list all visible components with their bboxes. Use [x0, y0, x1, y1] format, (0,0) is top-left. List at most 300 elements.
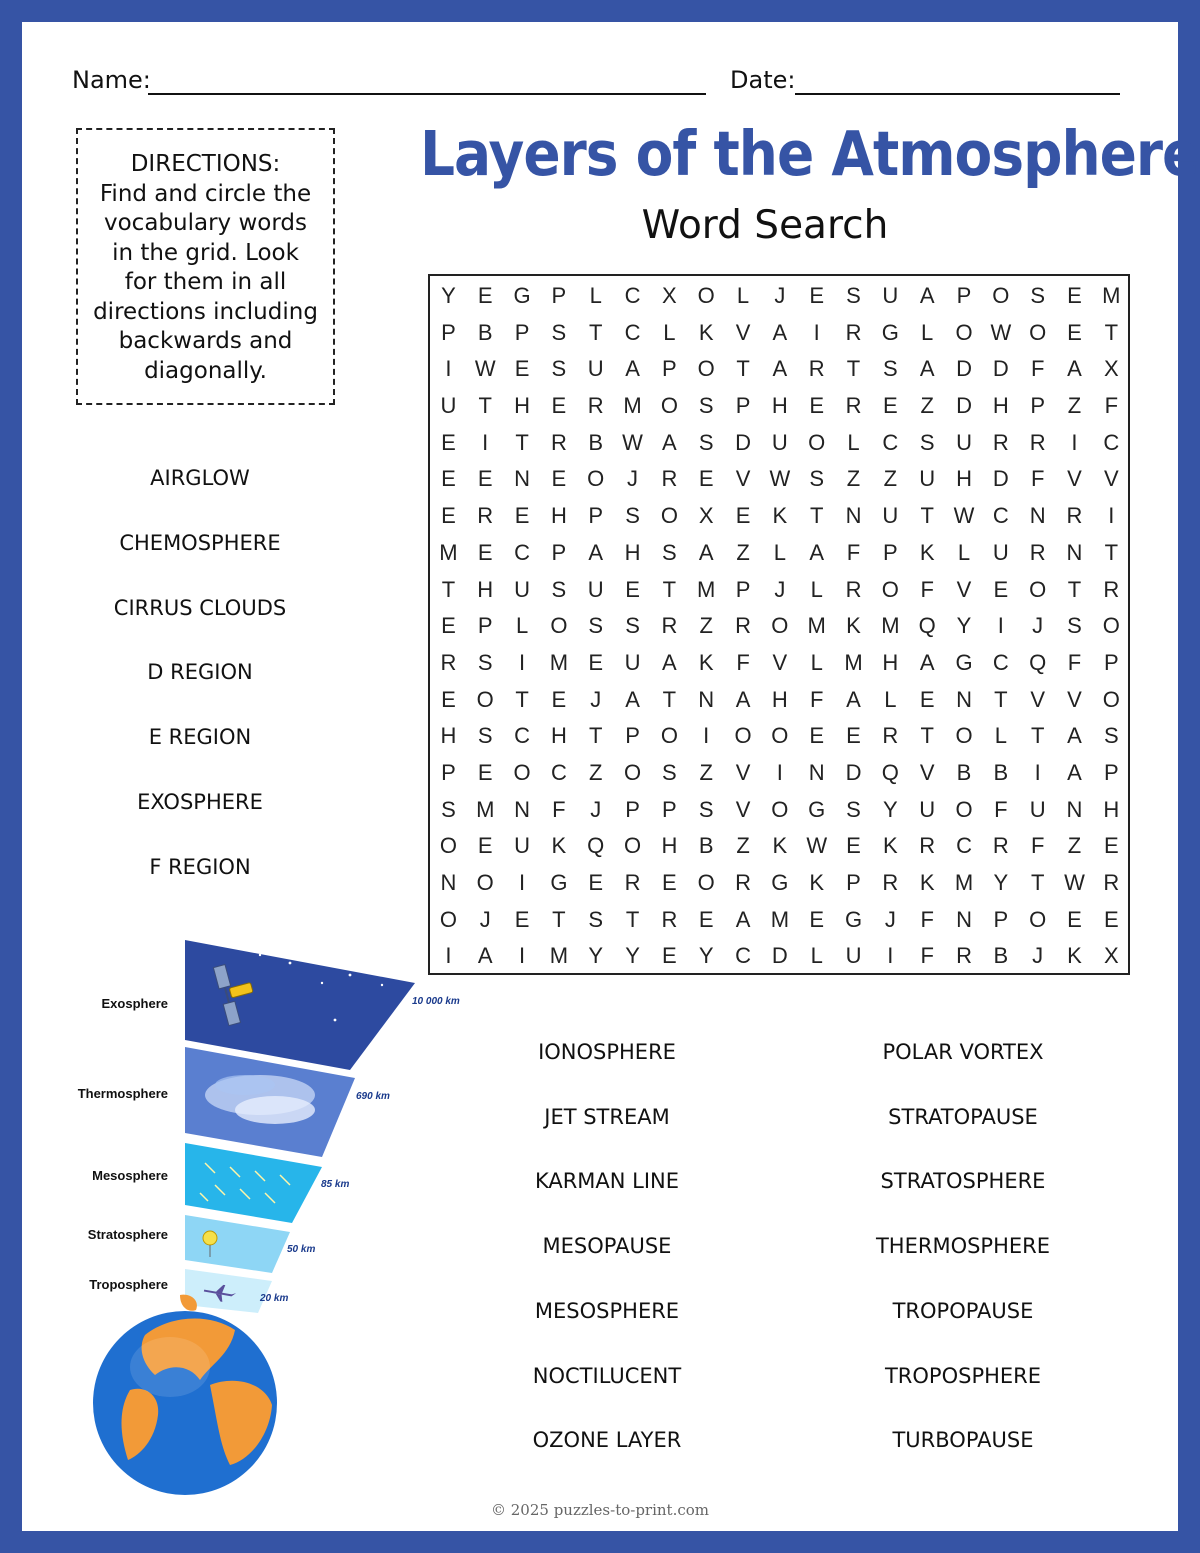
grid-letter[interactable]: U — [624, 649, 641, 675]
grid-letter[interactable]: E — [662, 943, 677, 969]
grid-letter[interactable]: M — [881, 613, 900, 639]
grid-letter[interactable]: G — [881, 319, 899, 345]
grid-letter[interactable]: P — [956, 283, 972, 308]
grid-letter[interactable]: F — [920, 576, 934, 602]
grid-letter[interactable]: A — [846, 686, 861, 712]
grid-letter[interactable]: X — [662, 283, 677, 308]
grid-letter[interactable]: U — [1029, 796, 1046, 822]
grid-letter[interactable]: V — [1067, 686, 1082, 712]
grid-letter[interactable]: W — [953, 503, 975, 529]
grid-letter[interactable]: S — [625, 613, 640, 639]
grid-letter[interactable]: P — [551, 283, 567, 308]
grid-letter[interactable]: N — [1066, 539, 1083, 565]
grid-letter[interactable]: T — [1104, 319, 1119, 345]
grid-letter[interactable]: R — [661, 613, 678, 639]
grid-letter[interactable]: O — [771, 796, 789, 822]
grid-letter[interactable]: M — [476, 796, 495, 822]
grid-letter[interactable]: V — [1103, 466, 1119, 492]
grid-letter[interactable]: E — [477, 759, 493, 785]
grid-letter[interactable]: A — [625, 356, 640, 382]
grid-letter[interactable]: O — [955, 723, 973, 749]
grid-letter[interactable]: E — [441, 686, 456, 712]
grid-letter[interactable]: K — [883, 833, 898, 859]
grid-letter[interactable]: R — [992, 833, 1009, 859]
grid-letter[interactable]: E — [514, 906, 530, 932]
grid-letter[interactable]: N — [514, 796, 531, 822]
grid-letter[interactable]: J — [884, 906, 896, 932]
grid-letter[interactable]: L — [515, 613, 529, 639]
grid-letter[interactable]: Z — [589, 759, 603, 785]
grid-letter[interactable]: J — [774, 283, 786, 308]
grid-letter[interactable]: A — [919, 283, 935, 308]
grid-letter[interactable]: I — [1034, 759, 1041, 785]
grid-letter[interactable]: O — [771, 723, 789, 749]
grid-letter[interactable]: A — [588, 539, 604, 565]
grid-letter[interactable]: M — [954, 870, 974, 895]
grid-letter[interactable]: S — [698, 429, 714, 455]
grid-letter[interactable]: P — [1103, 759, 1119, 785]
grid-letter[interactable]: L — [736, 283, 750, 308]
grid-letter[interactable]: J — [590, 796, 602, 822]
grid-letter[interactable]: P — [1030, 393, 1045, 419]
grid-letter[interactable]: V — [735, 466, 751, 492]
grid-letter[interactable]: H — [882, 649, 899, 675]
grid-letter[interactable]: E — [625, 576, 640, 602]
grid-letter[interactable]: Z — [1067, 833, 1082, 859]
grid-letter[interactable]: I — [703, 723, 710, 749]
grid-letter[interactable]: I — [445, 943, 452, 969]
grid-letter[interactable]: C — [735, 943, 751, 969]
grid-letter[interactable]: C — [956, 833, 972, 859]
grid-letter[interactable]: Y — [993, 870, 1009, 895]
grid-letter[interactable]: E — [809, 283, 825, 308]
grid-letter[interactable]: U — [882, 283, 899, 308]
grid-letter[interactable]: V — [919, 759, 935, 785]
grid-letter[interactable]: H — [956, 466, 972, 492]
grid-letter[interactable]: V — [735, 759, 751, 785]
grid-letter[interactable]: K — [1067, 943, 1082, 969]
grid-letter[interactable]: R — [992, 429, 1009, 455]
grid-letter[interactable]: O — [1102, 686, 1120, 712]
grid-letter[interactable]: R — [1029, 429, 1046, 455]
grid-letter[interactable]: F — [1030, 356, 1045, 382]
grid-letter[interactable]: O — [513, 759, 531, 785]
grid-letter[interactable]: C — [514, 539, 531, 565]
grid-letter[interactable]: O — [439, 906, 457, 932]
grid-letter[interactable]: O — [697, 283, 715, 308]
grid-letter[interactable]: A — [772, 319, 788, 345]
grid-letter[interactable]: D — [845, 759, 862, 785]
grid-letter[interactable]: Y — [883, 796, 898, 822]
grid-letter[interactable]: P — [662, 356, 677, 382]
grid-letter[interactable]: R — [956, 943, 972, 969]
grid-letter[interactable]: T — [589, 319, 603, 345]
grid-letter[interactable]: O — [697, 870, 715, 895]
grid-letter[interactable]: J — [1032, 943, 1044, 969]
grid-letter[interactable]: L — [810, 943, 823, 969]
grid-letter[interactable]: O — [771, 613, 789, 639]
grid-letter[interactable]: U — [845, 943, 862, 969]
grid-letter[interactable]: T — [809, 503, 824, 529]
grid-letter[interactable]: O — [623, 759, 642, 785]
grid-letter[interactable]: S — [809, 466, 825, 492]
grid-letter[interactable]: S — [883, 356, 898, 382]
grid-letter[interactable]: E — [809, 906, 825, 932]
grid-letter[interactable]: R — [882, 870, 899, 895]
word-search-grid[interactable] — [430, 278, 1130, 975]
grid-letter[interactable]: E — [698, 906, 714, 932]
grid-letter[interactable]: K — [846, 613, 861, 639]
grid-letter[interactable]: T — [589, 723, 603, 749]
grid-letter[interactable]: A — [919, 356, 935, 382]
grid-letter[interactable]: J — [1032, 613, 1044, 639]
grid-letter[interactable]: D — [992, 356, 1009, 382]
grid-letter[interactable]: E — [551, 686, 567, 712]
grid-letter[interactable]: A — [919, 649, 935, 675]
grid-letter[interactable]: S — [1030, 283, 1045, 308]
grid-letter[interactable]: Q — [1029, 649, 1047, 675]
grid-letter[interactable]: Z — [883, 466, 898, 492]
grid-letter[interactable]: T — [441, 576, 456, 602]
grid-letter[interactable]: T — [846, 356, 861, 382]
grid-letter[interactable]: J — [774, 576, 786, 602]
grid-letter[interactable]: E — [441, 429, 456, 455]
grid-letter[interactable]: P — [625, 796, 640, 822]
grid-letter[interactable]: X — [1103, 943, 1119, 969]
grid-letter[interactable]: X — [698, 503, 714, 529]
grid-letter[interactable]: V — [956, 576, 972, 602]
grid-letter[interactable]: E — [698, 466, 714, 492]
grid-letter[interactable]: T — [1104, 539, 1119, 565]
grid-letter[interactable]: J — [627, 466, 639, 492]
grid-letter[interactable]: E — [514, 356, 530, 382]
grid-letter[interactable]: Z — [846, 466, 861, 492]
grid-letter[interactable]: H — [992, 393, 1009, 419]
grid-letter[interactable]: T — [920, 723, 934, 749]
grid-letter[interactable]: E — [477, 466, 493, 492]
grid-letter[interactable]: W — [474, 356, 496, 382]
grid-letter[interactable]: D — [735, 429, 751, 455]
grid-letter[interactable]: W — [1064, 870, 1085, 895]
grid-letter[interactable]: P — [662, 796, 677, 822]
grid-letter[interactable]: H — [771, 393, 788, 419]
grid-letter[interactable]: Z — [699, 759, 713, 785]
grid-letter[interactable]: C — [1103, 429, 1120, 455]
grid-letter[interactable]: Z — [736, 539, 750, 565]
grid-letter[interactable]: P — [993, 906, 1009, 932]
grid-letter[interactable]: A — [625, 686, 640, 712]
grid-letter[interactable]: I — [813, 319, 820, 345]
grid-letter[interactable]: O — [550, 613, 568, 639]
grid-letter[interactable]: T — [1067, 576, 1082, 602]
grid-letter[interactable]: B — [956, 759, 972, 785]
grid-letter[interactable]: O — [1102, 613, 1120, 639]
grid-letter[interactable]: P — [477, 613, 493, 639]
grid-letter[interactable]: L — [810, 576, 823, 602]
grid-letter[interactable]: Z — [920, 393, 934, 419]
grid-letter[interactable]: F — [809, 686, 824, 712]
grid-letter[interactable]: A — [1067, 759, 1082, 785]
grid-letter[interactable]: P — [625, 723, 640, 749]
grid-letter[interactable]: R — [1103, 870, 1120, 895]
grid-letter[interactable]: P — [441, 759, 456, 785]
grid-letter[interactable]: Y — [625, 943, 640, 969]
grid-letter[interactable]: S — [588, 613, 604, 639]
grid-letter[interactable]: E — [551, 466, 567, 492]
grid-letter[interactable]: E — [1103, 833, 1119, 859]
grid-letter[interactable]: V — [1030, 686, 1045, 712]
grid-letter[interactable]: E — [477, 283, 493, 308]
grid-letter[interactable]: E — [441, 503, 456, 529]
grid-letter[interactable]: W — [806, 833, 828, 859]
grid-letter[interactable]: E — [883, 393, 898, 419]
grid-letter[interactable]: V — [735, 796, 751, 822]
grid-letter[interactable]: E — [441, 466, 456, 492]
grid-letter[interactable]: B — [477, 319, 493, 345]
date-line[interactable] — [795, 93, 1120, 95]
grid-letter[interactable]: C — [992, 649, 1009, 675]
grid-letter[interactable]: I — [519, 943, 526, 969]
grid-letter[interactable]: S — [1067, 613, 1082, 639]
grid-letter[interactable]: E — [846, 723, 861, 749]
grid-letter[interactable]: O — [623, 833, 642, 859]
grid-letter[interactable]: T — [552, 906, 566, 932]
grid-letter[interactable]: Q — [587, 833, 605, 859]
grid-letter[interactable]: U — [919, 466, 936, 492]
grid-letter[interactable]: L — [773, 539, 786, 565]
grid-letter[interactable]: V — [735, 319, 751, 345]
grid-letter[interactable]: U — [440, 393, 457, 419]
grid-letter[interactable]: F — [552, 796, 566, 822]
grid-letter[interactable]: I — [1071, 429, 1078, 455]
grid-letter[interactable]: R — [882, 723, 899, 749]
grid-letter[interactable]: N — [845, 503, 862, 529]
grid-letter[interactable]: C — [624, 283, 641, 308]
grid-letter[interactable]: M — [439, 539, 458, 565]
grid-letter[interactable]: L — [847, 429, 860, 455]
grid-letter[interactable]: A — [662, 649, 677, 675]
grid-letter[interactable]: T — [515, 429, 529, 455]
grid-letter[interactable]: A — [735, 686, 751, 712]
grid-letter[interactable]: E — [846, 833, 861, 859]
grid-letter[interactable]: Y — [441, 283, 456, 308]
grid-letter[interactable]: S — [477, 723, 493, 749]
grid-letter[interactable]: L — [994, 723, 1007, 749]
grid-letter[interactable]: O — [476, 870, 494, 895]
grid-letter[interactable]: T — [1030, 870, 1045, 895]
grid-letter[interactable]: E — [477, 833, 493, 859]
grid-letter[interactable]: H — [624, 539, 641, 565]
grid-letter[interactable]: T — [625, 906, 640, 932]
grid-letter[interactable]: H — [661, 833, 678, 859]
grid-letter[interactable]: X — [1103, 356, 1119, 382]
grid-letter[interactable]: E — [1067, 283, 1082, 308]
grid-letter[interactable]: U — [587, 576, 604, 602]
grid-letter[interactable]: T — [920, 503, 934, 529]
grid-letter[interactable]: H — [514, 393, 531, 419]
grid-letter[interactable]: A — [1067, 356, 1082, 382]
grid-letter[interactable]: A — [809, 539, 825, 565]
grid-letter[interactable]: J — [479, 906, 491, 932]
grid-letter[interactable]: K — [809, 870, 825, 895]
grid-letter[interactable]: Y — [956, 613, 972, 639]
grid-letter[interactable]: V — [1067, 466, 1082, 492]
grid-letter[interactable]: L — [884, 686, 897, 712]
grid-letter[interactable]: I — [776, 759, 783, 785]
grid-letter[interactable]: F — [1030, 833, 1045, 859]
grid-letter[interactable]: U — [587, 356, 604, 382]
grid-letter[interactable]: S — [662, 759, 677, 785]
grid-letter[interactable]: G — [771, 870, 789, 895]
grid-letter[interactable]: F — [736, 649, 750, 675]
grid-letter[interactable]: K — [772, 503, 788, 529]
grid-letter[interactable]: K — [919, 870, 935, 895]
grid-letter[interactable]: I — [519, 870, 526, 895]
grid-letter[interactable]: A — [772, 356, 788, 382]
grid-letter[interactable]: I — [997, 613, 1004, 639]
grid-letter[interactable]: S — [846, 796, 861, 822]
grid-letter[interactable]: B — [698, 833, 714, 859]
grid-letter[interactable]: N — [1029, 503, 1046, 529]
grid-letter[interactable]: R — [661, 906, 678, 932]
grid-letter[interactable]: R — [1066, 503, 1083, 529]
grid-letter[interactable]: F — [920, 943, 934, 969]
grid-letter[interactable]: Y — [698, 943, 714, 969]
grid-letter[interactable]: U — [514, 576, 531, 602]
grid-letter[interactable]: R — [587, 393, 604, 419]
grid-letter[interactable]: B — [993, 943, 1009, 969]
grid-letter[interactable]: K — [698, 649, 714, 675]
grid-letter[interactable]: Z — [699, 613, 713, 639]
grid-letter[interactable]: F — [920, 906, 934, 932]
grid-letter[interactable]: T — [736, 356, 750, 382]
grid-letter[interactable]: R — [440, 649, 457, 675]
grid-letter[interactable]: F — [1030, 466, 1045, 492]
grid-letter[interactable]: Z — [1067, 393, 1082, 419]
grid-letter[interactable]: F — [1067, 649, 1082, 675]
grid-letter[interactable]: O — [660, 723, 678, 749]
grid-letter[interactable]: S — [698, 796, 714, 822]
grid-letter[interactable]: O — [734, 723, 752, 749]
grid-letter[interactable]: R — [735, 613, 751, 639]
grid-letter[interactable]: O — [808, 429, 826, 455]
grid-letter[interactable]: I — [482, 429, 489, 455]
grid-letter[interactable]: G — [550, 870, 568, 895]
grid-letter[interactable]: P — [883, 539, 898, 565]
grid-letter[interactable]: E — [441, 613, 456, 639]
grid-letter[interactable]: F — [1104, 393, 1119, 419]
grid-letter[interactable]: K — [698, 319, 714, 345]
grid-letter[interactable]: T — [662, 576, 677, 602]
grid-letter[interactable]: L — [663, 319, 676, 345]
grid-letter[interactable]: E — [993, 576, 1009, 602]
grid-letter[interactable]: R — [477, 503, 494, 529]
grid-letter[interactable]: G — [513, 283, 531, 308]
grid-letter[interactable]: U — [992, 539, 1009, 565]
grid-letter[interactable]: P — [1103, 649, 1119, 675]
grid-letter[interactable]: M — [549, 649, 569, 675]
grid-letter[interactable]: O — [992, 283, 1010, 308]
grid-letter[interactable]: H — [477, 576, 494, 602]
grid-letter[interactable]: E — [662, 870, 677, 895]
grid-letter[interactable]: A — [735, 906, 751, 932]
grid-letter[interactable]: S — [698, 393, 714, 419]
grid-letter[interactable]: U — [882, 503, 899, 529]
grid-letter[interactable]: R — [1103, 576, 1120, 602]
grid-letter[interactable]: R — [845, 393, 862, 419]
grid-letter[interactable]: S — [551, 319, 567, 345]
name-line[interactable] — [148, 93, 706, 95]
grid-letter[interactable]: O — [1029, 576, 1047, 602]
grid-letter[interactable]: I — [519, 649, 526, 675]
grid-letter[interactable]: K — [919, 539, 935, 565]
grid-letter[interactable]: E — [1067, 319, 1082, 345]
grid-letter[interactable]: H — [550, 503, 567, 529]
grid-letter[interactable]: E — [588, 870, 604, 895]
grid-letter[interactable]: I — [887, 943, 894, 969]
grid-letter[interactable]: B — [588, 429, 604, 455]
grid-letter[interactable]: L — [589, 283, 602, 308]
grid-letter[interactable]: R — [808, 356, 825, 382]
grid-letter[interactable]: P — [735, 576, 751, 602]
grid-letter[interactable]: M — [549, 943, 569, 969]
grid-letter[interactable]: U — [919, 796, 936, 822]
grid-letter[interactable]: C — [882, 429, 899, 455]
grid-letter[interactable]: O — [660, 503, 678, 529]
grid-letter[interactable]: S — [588, 906, 604, 932]
grid-letter[interactable]: E — [1103, 906, 1119, 932]
grid-letter[interactable]: S — [551, 576, 567, 602]
grid-letter[interactable]: R — [661, 466, 678, 492]
grid-letter[interactable]: C — [514, 723, 531, 749]
grid-letter[interactable]: S — [919, 429, 935, 455]
grid-letter[interactable]: R — [624, 870, 641, 895]
grid-letter[interactable]: S — [662, 539, 677, 565]
grid-letter[interactable]: P — [441, 319, 456, 345]
grid-letter[interactable]: F — [994, 796, 1008, 822]
grid-letter[interactable]: T — [994, 686, 1008, 712]
grid-letter[interactable]: S — [477, 649, 493, 675]
grid-letter[interactable]: S — [846, 283, 861, 308]
grid-letter[interactable]: N — [1066, 796, 1083, 822]
grid-letter[interactable]: I — [1108, 503, 1115, 529]
grid-letter[interactable]: P — [846, 870, 861, 895]
grid-letter[interactable]: S — [1103, 723, 1119, 749]
grid-letter[interactable]: M — [844, 649, 863, 675]
grid-letter[interactable]: E — [477, 539, 493, 565]
grid-letter[interactable]: M — [697, 576, 716, 602]
grid-letter[interactable]: S — [441, 796, 456, 822]
grid-letter[interactable]: R — [919, 833, 936, 859]
grid-letter[interactable]: R — [1029, 539, 1046, 565]
grid-letter[interactable]: N — [956, 906, 972, 932]
grid-letter[interactable]: E — [514, 503, 530, 529]
grid-letter[interactable]: O — [660, 393, 678, 419]
grid-letter[interactable]: Q — [918, 613, 936, 639]
grid-letter[interactable]: D — [956, 393, 972, 419]
grid-letter[interactable]: H — [1103, 796, 1120, 822]
grid-letter[interactable]: L — [810, 649, 823, 675]
grid-letter[interactable]: S — [625, 503, 640, 529]
grid-letter[interactable]: H — [440, 723, 457, 749]
grid-letter[interactable]: T — [515, 686, 529, 712]
grid-letter[interactable]: R — [845, 319, 862, 345]
grid-letter[interactable]: L — [921, 319, 934, 345]
grid-letter[interactable]: A — [698, 539, 714, 565]
grid-letter[interactable]: D — [956, 356, 972, 382]
grid-letter[interactable]: T — [662, 686, 677, 712]
grid-letter[interactable]: E — [735, 503, 751, 529]
